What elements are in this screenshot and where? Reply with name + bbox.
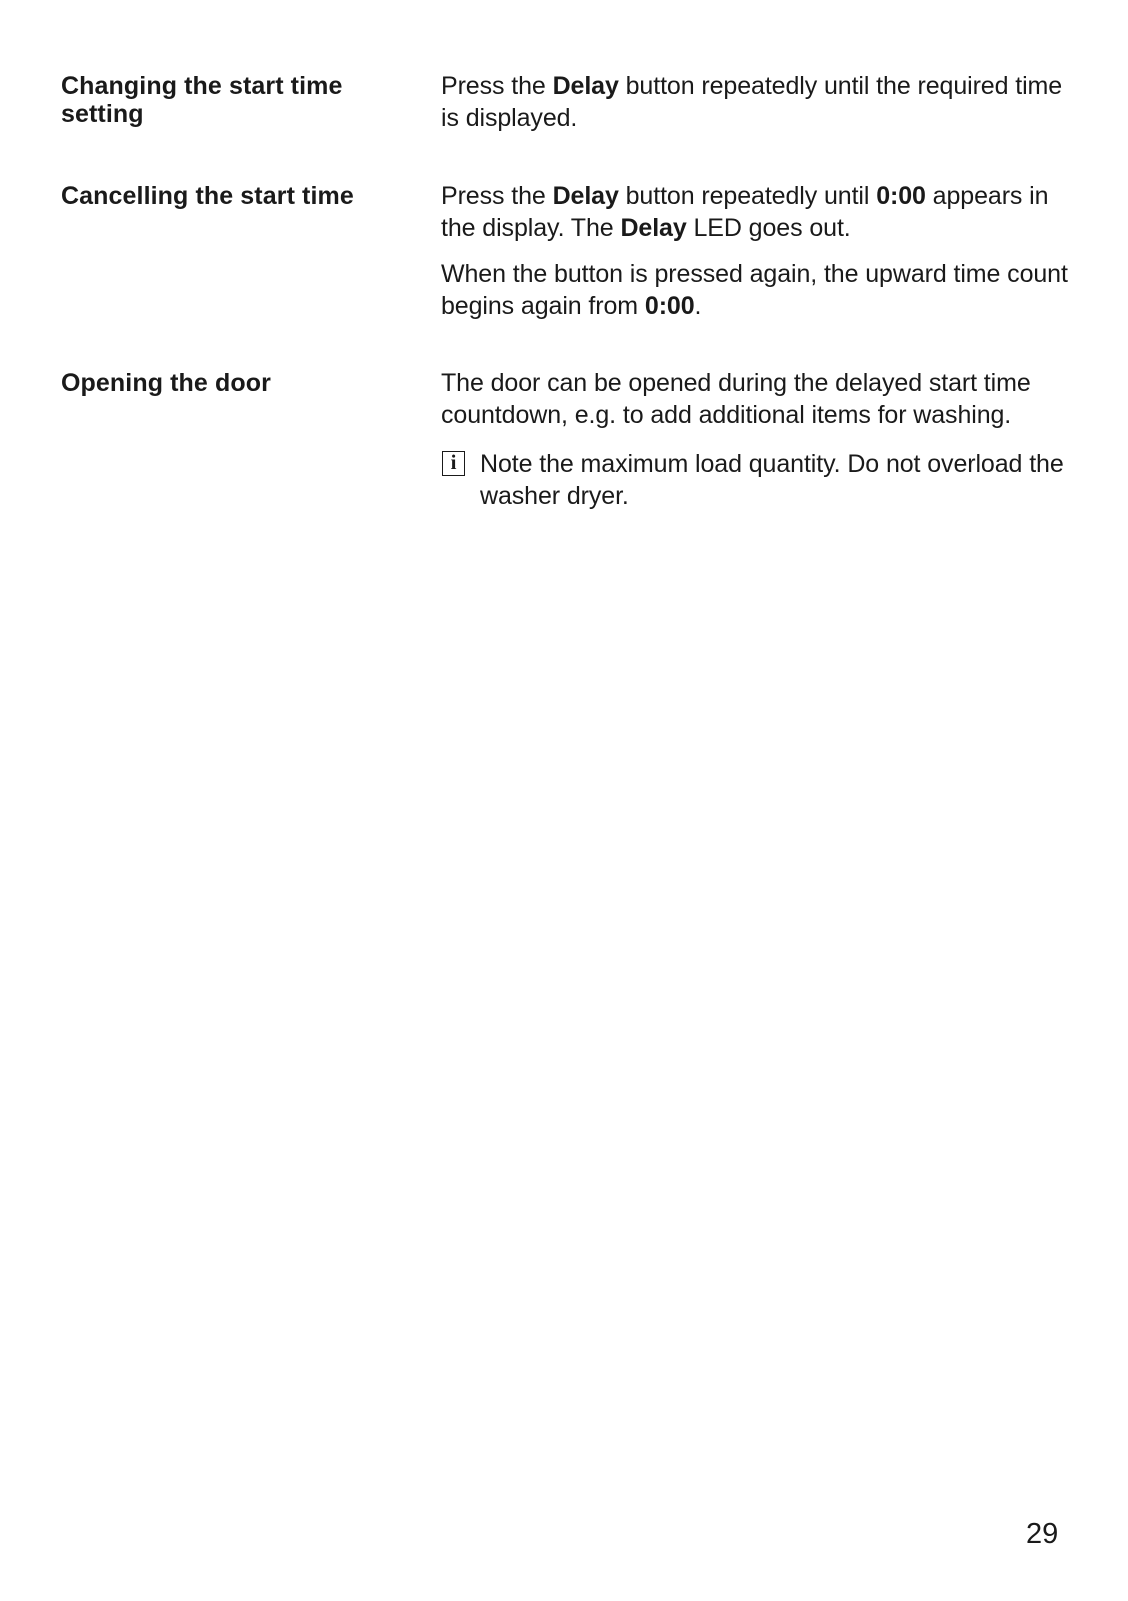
emphasis-text: 0:00 xyxy=(876,182,926,210)
text-run: button repeatedly until the required time is displayed. xyxy=(441,72,1063,132)
text-run: The door can be opened during the delayed start time countdown, e.g. to add additional items for washing. xyxy=(441,369,1031,429)
emphasis-text: Delay xyxy=(552,182,619,210)
page-number: 29 xyxy=(1026,1518,1059,1550)
paragraph xyxy=(441,70,1081,134)
section-heading: Changing the start time setting xyxy=(61,72,343,128)
section-body xyxy=(441,70,1081,148)
text-run: LED goes out. xyxy=(686,214,851,242)
text-run: When the button is pressed again, the upward time count begins again from xyxy=(441,260,1068,320)
text-run: button repeatedly until xyxy=(618,182,877,210)
text-run: . xyxy=(694,292,702,320)
section-body xyxy=(441,180,1081,336)
paragraph xyxy=(441,180,1081,244)
text-run: Press the xyxy=(441,72,553,100)
paragraph xyxy=(441,367,1081,431)
note-text: Note the maximum load quantity. Do not overload the washer dryer. xyxy=(480,450,1064,510)
note xyxy=(441,448,1081,512)
paragraph xyxy=(441,258,1081,322)
emphasis-text: 0:00 xyxy=(644,292,695,320)
info-icon: i xyxy=(442,451,465,476)
section-heading: Opening the door xyxy=(61,369,271,397)
text-run: Press the xyxy=(441,182,553,210)
emphasis-text: Delay xyxy=(620,214,687,242)
section-heading: Cancelling the start time xyxy=(61,182,354,210)
emphasis-text: Delay xyxy=(552,72,619,100)
section-body xyxy=(441,367,1081,512)
text-run: appears in the display. The xyxy=(441,182,1049,242)
